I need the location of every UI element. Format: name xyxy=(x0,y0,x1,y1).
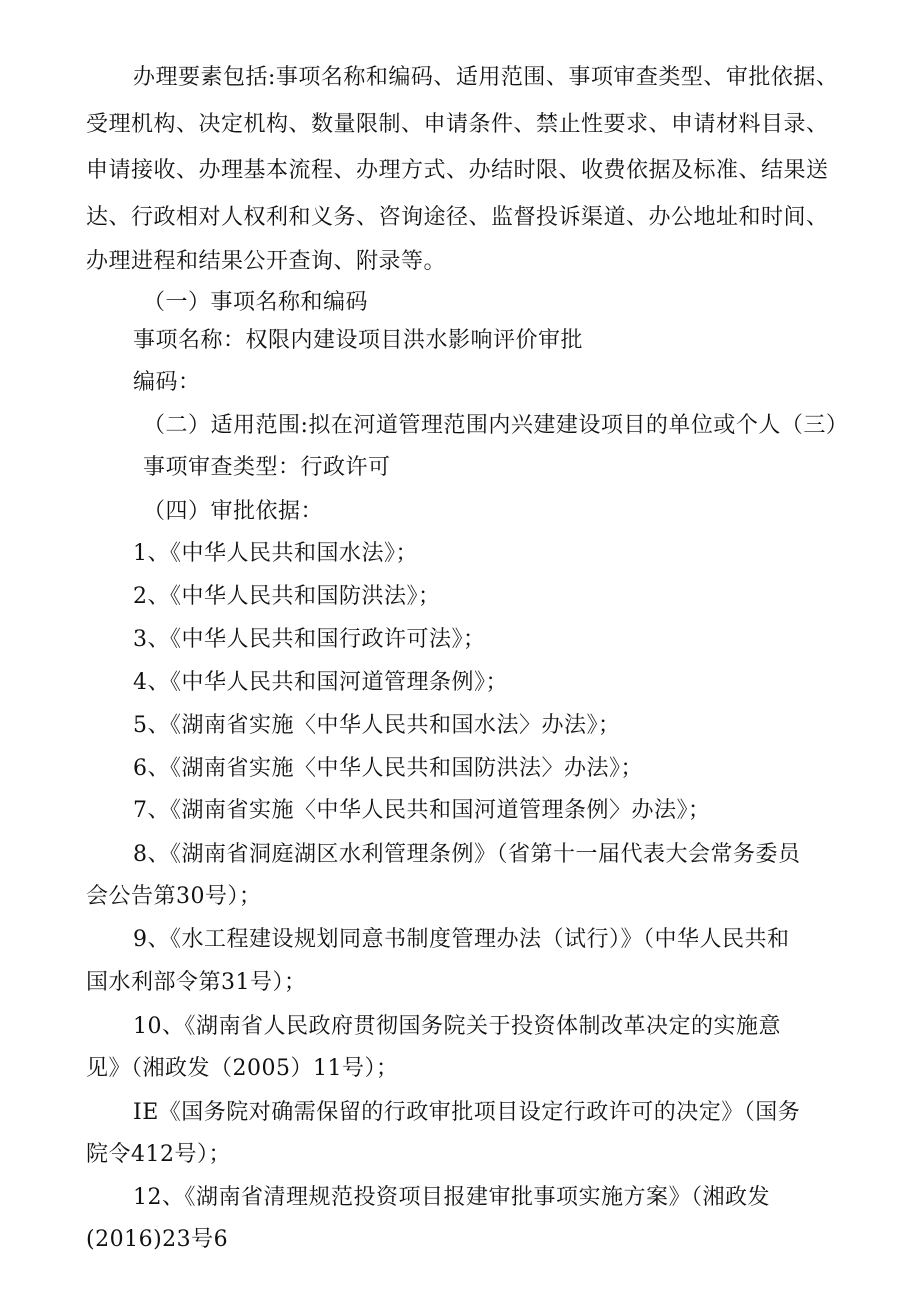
basis-item-8: 8、《湖南省洞庭湖区水利管理条例》（省第十一届代表大会常务委员 xyxy=(133,842,801,867)
item-name-line: 事项名称：权限内建设项目洪水影响评价审批 xyxy=(133,328,584,353)
basis-item-3: 3、《中华人民共和国行政许可法》； xyxy=(133,627,486,652)
intro-line-2: 受理机构、决定机构、数量限制、申请条件、禁止性要求、申请材料目录、 xyxy=(86,112,829,137)
basis-item-8-cont: 会公告第30号）； xyxy=(86,884,262,909)
section-heading-1: （一）事项名称和编码 xyxy=(143,290,369,315)
basis-item-12-cont: (2016)23号6 xyxy=(86,1227,229,1252)
intro-line-5: 办理进程和结果公开查询、附录等。 xyxy=(86,249,447,274)
basis-item-10-cont: 见》（湘政发（2005）11号）； xyxy=(86,1056,399,1081)
basis-item-12: 12、《湖南省清理规范投资项目报建审批事项实施方案》（湘政发 xyxy=(133,1185,770,1210)
item-code-line: 编码： xyxy=(133,370,201,395)
basis-item-1: 1、《中华人民共和国水法》； xyxy=(133,541,418,566)
basis-item-5: 5、《湖南省实施〈中华人民共和国水法〉办法》； xyxy=(133,713,621,738)
basis-item-9: 9、《水工程建设规划同意书制度管理办法（试行）》（中华人民共和 xyxy=(133,927,790,952)
review-type-line: 事项审查类型：行政许可 xyxy=(143,455,391,480)
basis-item-4: 4、《中华人民共和国河道管理条例》； xyxy=(133,670,508,695)
intro-line-3: 申请接收、办理基本流程、办理方式、办结时限、收费依据及标准、结果送 xyxy=(86,158,829,183)
basis-item-9-cont: 国水利部令第31号）； xyxy=(86,970,307,995)
intro-line-4: 达、行政相对人权利和义务、咨询途径、监督投诉渠道、办公地址和时间、 xyxy=(86,205,829,230)
basis-item-11: IE《国务院对确需保留的行政审批项目设定行政许可的决定》（国务 xyxy=(133,1100,801,1125)
basis-item-10: 10、《湖南省人民政府贯彻国务院关于投资体制改革决定的实施意 xyxy=(133,1014,781,1039)
section-heading-4: （四）审批依据： xyxy=(143,499,324,524)
basis-item-6: 6、《湖南省实施〈中华人民共和国防洪法〉办法》； xyxy=(133,756,643,781)
scope-line: （二）适用范围:拟在河道管理范围内兴建建设项目的单位或个人（三） xyxy=(143,413,849,438)
intro-line-1: 办理要素包括:事项名称和编码、适用范围、事项审查类型、审批依据、 xyxy=(133,65,839,90)
basis-item-2: 2、《中华人民共和国防洪法》； xyxy=(133,584,441,609)
basis-item-11-cont: 院令412号）； xyxy=(86,1142,231,1167)
basis-item-7: 7、《湖南省实施〈中华人民共和国河道管理条例〉办法》； xyxy=(133,798,711,823)
